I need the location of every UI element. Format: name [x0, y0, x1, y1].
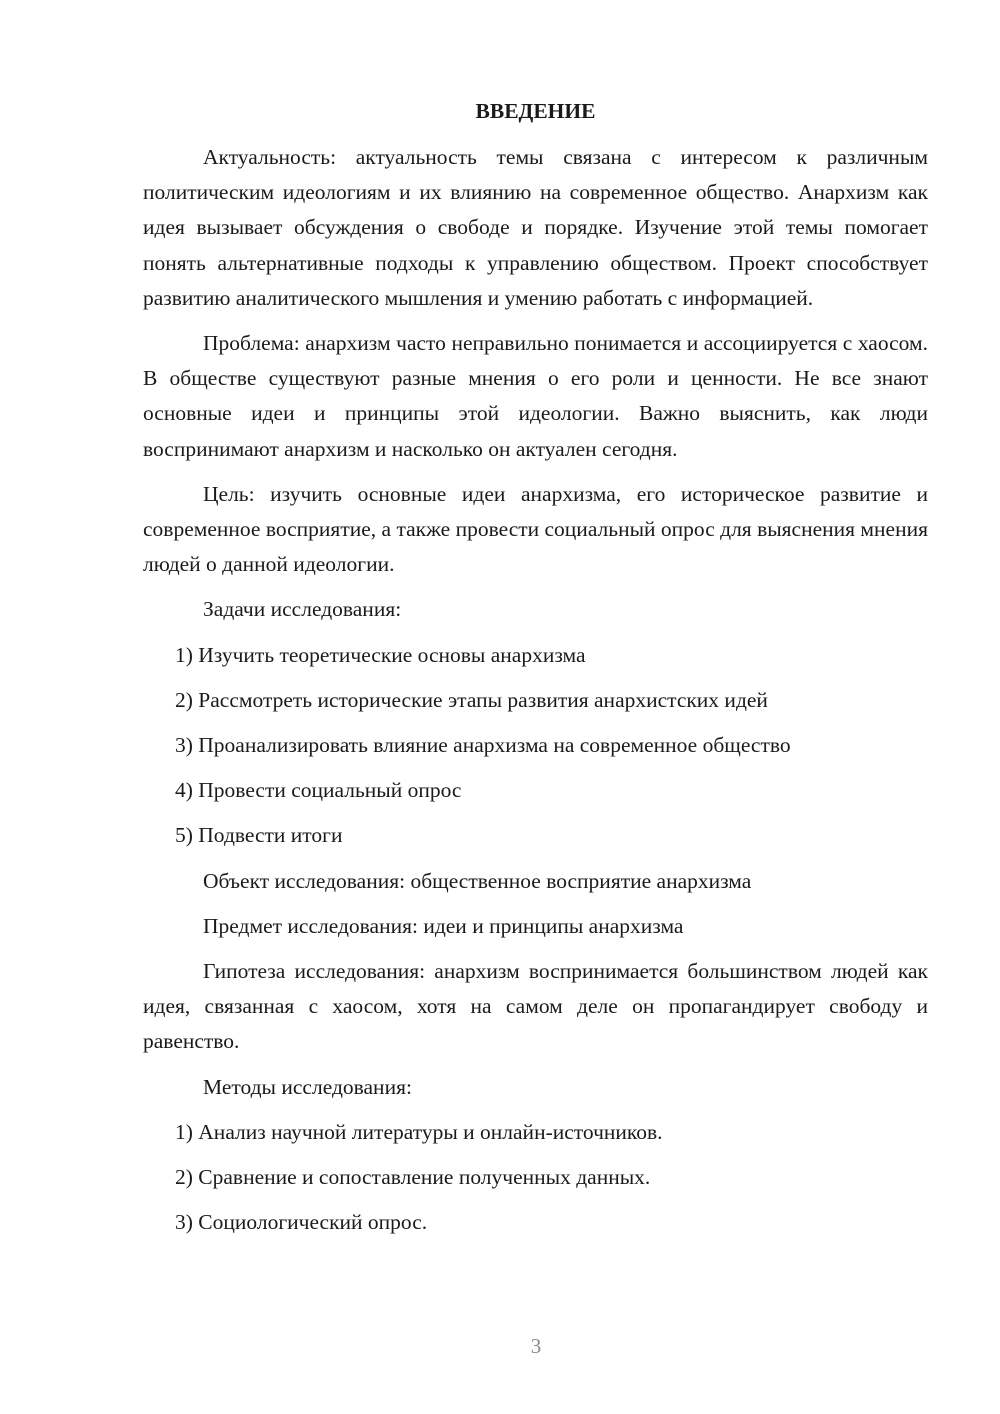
list-item: 2) Рассмотреть исторические этапы развития анархистских идей — [175, 687, 768, 712]
list-item: 3) Социологический опрос. — [175, 1210, 428, 1235]
methods-list — [143, 1115, 928, 1241]
list-item: 3) Проанализировать влияние анархизма на современное общество — [175, 733, 791, 758]
object-line: Объект исследования: общественное восприятие анархизма — [203, 868, 752, 893]
list-item: 5) Подвести итоги — [175, 823, 343, 848]
methods-label: Методы исследования: — [203, 1074, 412, 1099]
tasks-label: Задачи исследования: — [203, 597, 402, 622]
list-item: 1) Анализ научной литературы и онлайн-источников. — [175, 1119, 663, 1144]
list-item: 2) Сравнение и сопоставление полученных данных. — [175, 1165, 651, 1190]
goal-paragraph: Цель: изучить основные идеи анархизма, его историческое развитие и современное восприятие, а также провести социальный опрос для выяснения мнения людей о данной идеологии. — [143, 481, 928, 577]
problem-paragraph: Проблема: анархизм часто неправильно понимается и ассоциируется с хаосом. В обществе существуют разные мнения о его роли и ценности. Не все знают основные идеи и принципы этой идеологии. Важно выяснить, как люди воспринимают анархизм и насколько он актуален сегодня. — [143, 331, 928, 461]
subject-line: Предмет исследования: идеи и принципы анархизма — [203, 913, 684, 938]
list-item: 1) Изучить теоретические основы анархизма — [175, 642, 586, 667]
hypothesis-paragraph: Гипотеза исследования: анархизм воспринимается большинством людей как идея, связанная с хаосом, хотя на самом деле он пропагандирует свободу и равенство. — [143, 959, 928, 1054]
list-item: 4) Провести социальный опрос — [175, 778, 462, 803]
relevance-paragraph: Актуальность: актуальность темы связана с интересом к различным политическим идеологиям и их влиянию на современное общество. Анархизм как идея вызывает обсуждения о свободе и порядке. Изучение этой темы помогает понять альтернативные подходы к управлению обществом. Проект способствует развитию аналитического мышления и умению работать с информацией. — [143, 145, 928, 310]
tasks-list — [143, 638, 928, 854]
page-number: 3 — [530, 1334, 542, 1358]
document-page — [143, 96, 928, 1250]
section-title: ВВЕДЕНИЕ — [475, 99, 596, 123]
